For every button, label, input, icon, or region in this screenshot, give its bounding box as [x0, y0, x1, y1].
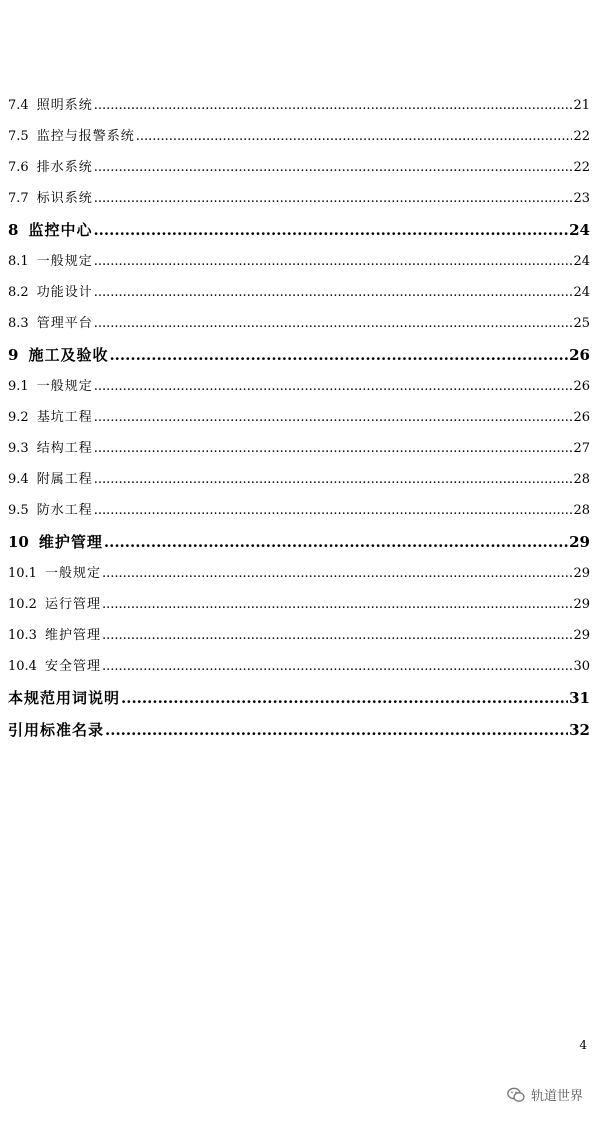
- toc-title: 照明系统: [36, 98, 93, 113]
- toc-entry[interactable]: [8, 402, 590, 433]
- toc-entry[interactable]: [8, 277, 590, 308]
- dot-leader: [102, 558, 572, 589]
- toc-entry[interactable]: [8, 308, 590, 339]
- toc-chapter[interactable]: [8, 714, 590, 746]
- toc-page: 29: [573, 628, 590, 643]
- dot-leader: [102, 620, 572, 651]
- dot-leader: [94, 246, 573, 277]
- watermark-text: 轨道世界: [530, 1089, 583, 1104]
- toc-chapter[interactable]: [8, 682, 590, 714]
- toc-chapter[interactable]: [8, 339, 590, 371]
- toc-title: 一般规定: [36, 379, 93, 394]
- toc-number: 8.2: [8, 285, 29, 300]
- toc-number: 8.1: [8, 254, 29, 269]
- dot-leader: [93, 214, 568, 246]
- toc-page: 28: [573, 472, 590, 487]
- toc-title: 运行管理: [44, 597, 101, 612]
- toc-page: 26: [569, 346, 590, 364]
- toc-title: 排水系统: [36, 160, 93, 175]
- dot-leader: [102, 651, 572, 682]
- toc-chapter[interactable]: [8, 214, 590, 246]
- toc-entry[interactable]: [8, 90, 590, 121]
- dot-leader: [94, 277, 573, 308]
- toc-page: 21: [573, 98, 590, 113]
- toc-entry[interactable]: [8, 246, 590, 277]
- toc-page: 30: [573, 659, 590, 674]
- dot-leader: [94, 402, 573, 433]
- toc-number: 7.6: [8, 160, 29, 175]
- dot-leader: [94, 495, 573, 526]
- dot-leader: [94, 152, 573, 183]
- table-of-contents: [8, 90, 590, 746]
- toc-page: 29: [573, 566, 590, 581]
- toc-title: 一般规定: [44, 566, 101, 581]
- toc-number: 9.4: [8, 472, 29, 487]
- toc-title: 监控中心: [28, 221, 93, 239]
- toc-chapter[interactable]: [8, 526, 590, 558]
- toc-number: 10.1: [8, 566, 37, 581]
- toc-entry[interactable]: [8, 152, 590, 183]
- toc-number: 9.1: [8, 379, 29, 394]
- toc-number: 9.2: [8, 410, 29, 425]
- toc-page: 32: [569, 721, 590, 739]
- toc-number: 9.3: [8, 441, 29, 456]
- toc-entry[interactable]: [8, 495, 590, 526]
- dot-leader: [105, 714, 568, 746]
- toc-number: 8.3: [8, 316, 29, 331]
- dot-leader: [94, 371, 573, 402]
- toc-page: 28: [573, 503, 590, 518]
- toc-entry[interactable]: [8, 558, 590, 589]
- toc-number: 10.2: [8, 597, 37, 612]
- toc-title: 本规范用词说明: [8, 689, 121, 707]
- dot-leader: [94, 464, 573, 495]
- dot-leader: [136, 121, 573, 152]
- toc-page: 29: [573, 597, 590, 612]
- toc-entry[interactable]: [8, 620, 590, 651]
- toc-entry[interactable]: [8, 651, 590, 682]
- toc-title: 防水工程: [36, 503, 93, 518]
- toc-number: 7.7: [8, 191, 29, 206]
- toc-title: 结构工程: [36, 441, 93, 456]
- toc-number: 7.5: [8, 129, 29, 144]
- toc-title: 监控与报警系统: [36, 129, 135, 144]
- toc-page: 27: [573, 441, 590, 456]
- dot-leader: [94, 90, 573, 121]
- dot-leader: [94, 183, 573, 214]
- toc-number: 10.4: [8, 659, 37, 674]
- toc-page: 24: [573, 254, 590, 269]
- toc-entry[interactable]: [8, 121, 590, 152]
- toc-number: 10: [8, 533, 29, 551]
- toc-entry[interactable]: [8, 464, 590, 495]
- toc-page: 24: [573, 285, 590, 300]
- toc-page: 26: [573, 379, 590, 394]
- toc-title: 功能设计: [36, 285, 93, 300]
- toc-number: 8: [8, 221, 19, 239]
- wechat-icon: [507, 1087, 525, 1103]
- toc-entry[interactable]: [8, 433, 590, 464]
- toc-page: 31: [569, 689, 590, 707]
- toc-title: 基坑工程: [36, 410, 93, 425]
- toc-entry[interactable]: [8, 589, 590, 620]
- toc-number: 9: [8, 346, 19, 364]
- toc-title: 引用标准名录: [8, 721, 105, 739]
- dot-leader: [109, 339, 568, 371]
- toc-page: 22: [573, 160, 590, 175]
- dot-leader: [94, 308, 573, 339]
- dot-leader: [121, 682, 568, 714]
- toc-page: 23: [573, 191, 590, 206]
- dot-leader: [104, 526, 568, 558]
- toc-number: 10.3: [8, 628, 37, 643]
- toc-page: 26: [573, 410, 590, 425]
- toc-title: 安全管理: [44, 659, 101, 674]
- page-number: 4: [579, 1038, 587, 1052]
- toc-page: 29: [569, 533, 590, 551]
- toc-number: 7.4: [8, 98, 29, 113]
- toc-title: 附属工程: [36, 472, 93, 487]
- toc-page: 22: [573, 129, 590, 144]
- dot-leader: [102, 589, 572, 620]
- toc-title: 施工及验收: [28, 346, 109, 364]
- toc-number: 9.5: [8, 503, 29, 518]
- toc-title: 维护管理: [38, 533, 103, 551]
- watermark: [507, 1085, 583, 1104]
- toc-entry[interactable]: [8, 371, 590, 402]
- toc-title: 一般规定: [36, 254, 93, 269]
- toc-page: 25: [573, 316, 590, 331]
- dot-leader: [94, 433, 573, 464]
- toc-title: 管理平台: [36, 316, 93, 331]
- toc-title: 标识系统: [36, 191, 93, 206]
- toc-title: 维护管理: [44, 628, 101, 643]
- toc-page: 24: [569, 221, 590, 239]
- toc-entry[interactable]: [8, 183, 590, 214]
